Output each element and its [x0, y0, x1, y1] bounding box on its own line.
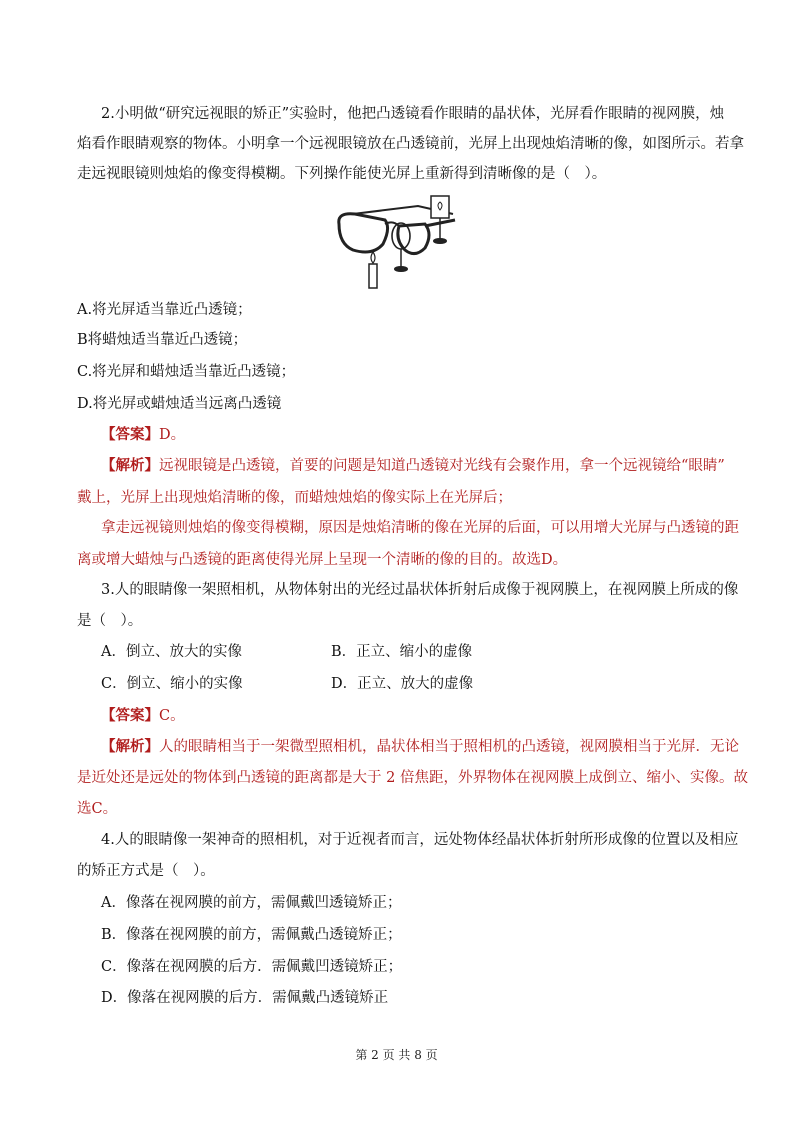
- q3-answer-tag: 【答案】: [101, 707, 159, 724]
- glasses-lens-experiment-figure: [333, 190, 463, 292]
- glasses-candle-screen-illustration: [333, 190, 463, 292]
- q2-option-a: A.将光屏适当靠近凸透镜；: [77, 302, 252, 318]
- q3-analysis-line1: [101, 737, 739, 757]
- q3-analysis-text1: 人的眼睛相当于一架微型照相机，晶状体相当于照相机的凸透镜，视网膜相当于光屏．无论: [159, 739, 739, 755]
- q2-option-c: C.将光屏和蜡烛适当靠近凸透镜；: [77, 364, 296, 380]
- q3-option-d: D．正立、放大的虚像: [331, 676, 474, 692]
- q2-option-b: B将蜡烛适当靠近凸透镜；: [77, 332, 248, 348]
- q2-analysis-line1: [101, 456, 725, 476]
- q3-analysis-tag: 【解析】: [101, 738, 159, 755]
- q4-stem-line1: 4.人的眼睛像一架神奇的照相机，对于近视者而言，远处物体经晶状体折射所形成像的位置以及相应: [101, 832, 739, 848]
- q3-analysis-line3: 选C。: [77, 801, 118, 817]
- q4-option-a: A．像落在视网膜的前方，需佩戴凹透镜矫正；: [101, 895, 402, 911]
- q2-analysis-line3: 拿走远视镜则烛焰的像变得模糊，原因是烛焰清晰的像在光屏的后面，可以用增大光屏与凸透镜的距: [101, 520, 739, 536]
- q2-analysis-text1: 远视眼镜是凸透镜，首要的问题是知道凸透镜对光线有会聚作用，拿一个远视镜给“眼睛”: [159, 458, 725, 474]
- page-footer: 第 2 页 共 8 页: [355, 1048, 438, 1062]
- q3-analysis-line2: 是近处还是远处的物体到凸透镜的距离都是大于 2 倍焦距，外界物体在视网膜上成倒立、缩小、实像。故: [77, 770, 748, 786]
- q2-analysis-line2: 戴上，光屏上出现烛焰清晰的像，而蜡烛烛焰的像实际上在光屏后；: [77, 490, 512, 506]
- q4-stem-line2: 的矫正方式是（ ）。: [77, 863, 215, 879]
- q2-stem-line2: 焰看作眼睛观察的物体。小明拿一个远视眼镜放在凸透镜前，光屏上出现烛焰清晰的像，如图所示。若拿: [77, 136, 744, 152]
- q2-option-d: D.将光屏或蜡烛适当远离凸透镜: [77, 396, 282, 412]
- q2-stem-line3: 走远视眼镜则烛焰的像变得模糊。下列操作能使光屏上重新得到清晰像的是（ ）。: [77, 166, 607, 182]
- q3-stem-line1: 3.人的眼睛像一架照相机，从物体射出的光经过晶状体折射后成像于视网膜上，在视网膜上所成的像: [101, 582, 739, 598]
- q2-answer-value: D。: [159, 427, 186, 443]
- q2-answer-tag: 【答案】: [101, 426, 159, 443]
- q4-option-d: D．像落在视网膜的后方．需佩戴凸透镜矫正: [101, 990, 389, 1006]
- q3-option-c: C．倒立、缩小的实像: [101, 676, 243, 692]
- q3-answer: [101, 706, 185, 726]
- q2-analysis-line4: 离或增大蜡烛与凸透镜的距离使得光屏上呈现一个清晰的像的目的。故选D。: [77, 552, 568, 568]
- q3-option-b: B．正立、缩小的虚像: [331, 644, 473, 660]
- q4-option-b: B．像落在视网膜的前方，需佩戴凸透镜矫正；: [101, 927, 402, 943]
- q2-answer: [101, 425, 185, 445]
- q2-stem-line1: 2.小明做“研究远视眼的矫正”实验时，他把凸透镜看作眼睛的晶状体，光屏看作眼睛的视网膜，烛: [101, 106, 725, 122]
- q2-analysis-tag: 【解析】: [101, 457, 159, 474]
- q3-stem-line2: 是（ ）。: [77, 613, 143, 629]
- q3-answer-value: C。: [159, 708, 185, 724]
- q3-option-a: A．倒立、放大的实像: [101, 644, 242, 660]
- q4-option-c: C．像落在视网膜的后方．需佩戴凹透镜矫正；: [101, 959, 403, 975]
